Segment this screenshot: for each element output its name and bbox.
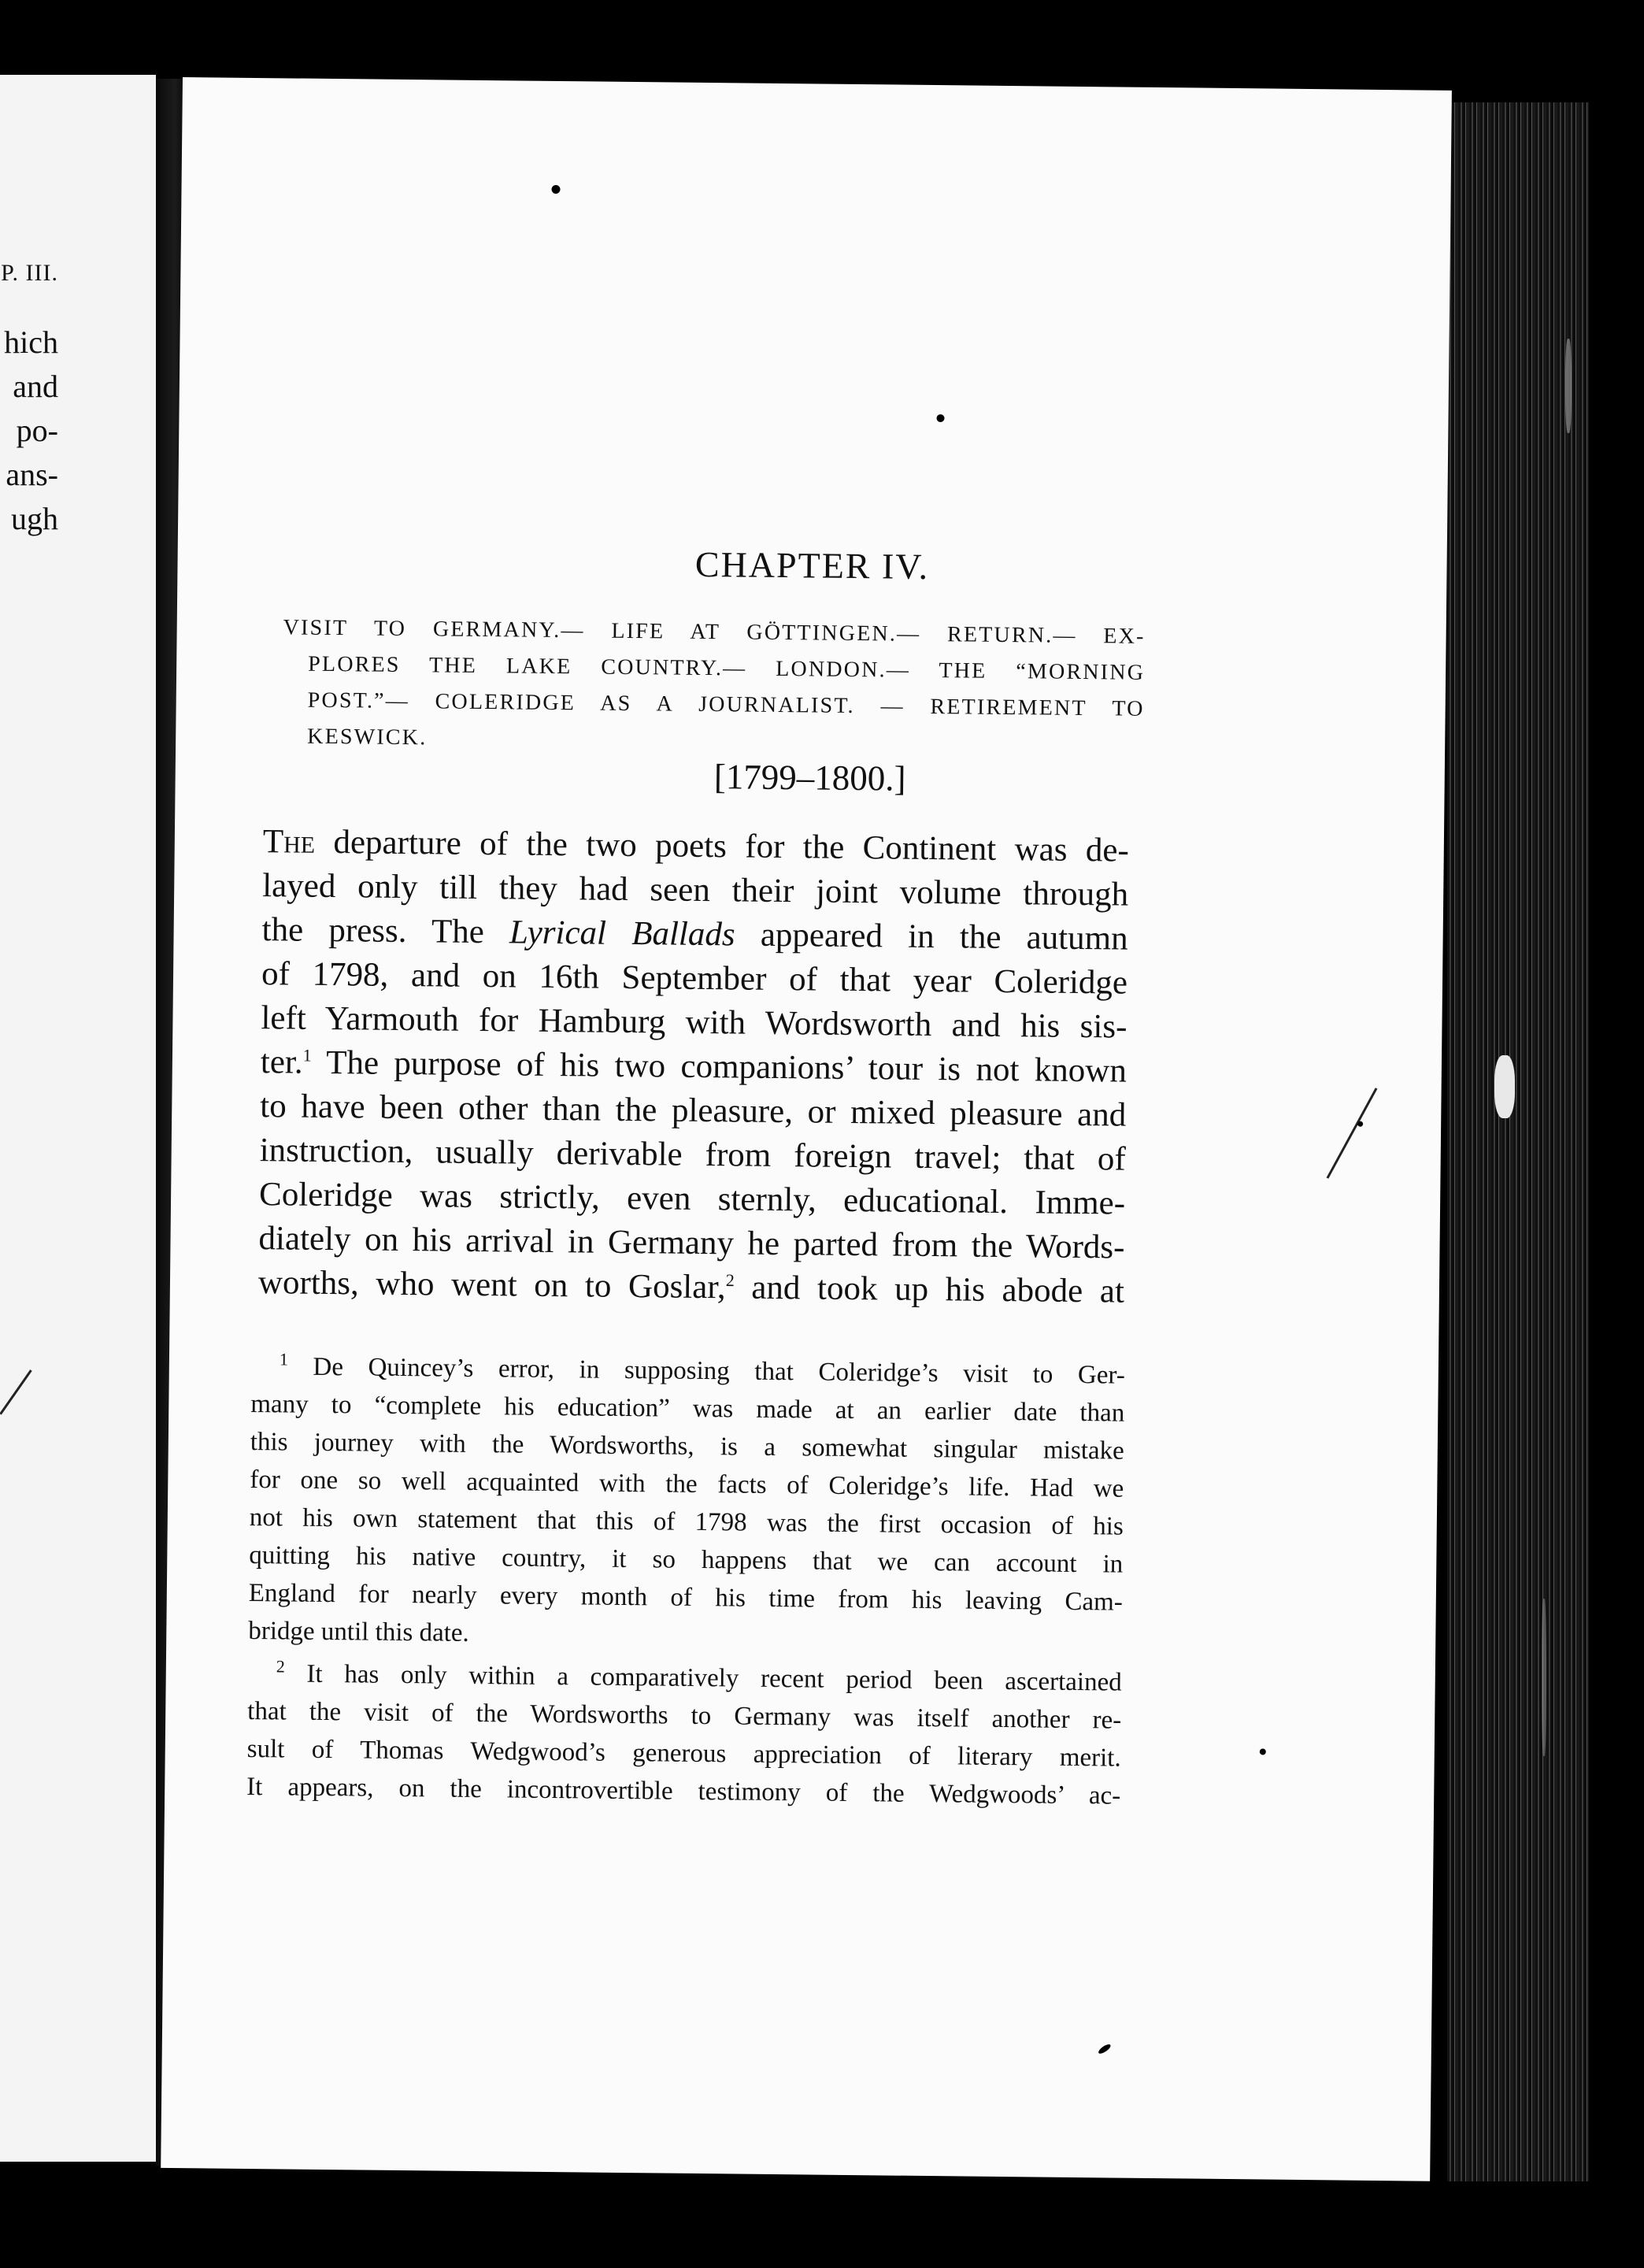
body-line: to have been other than the pleasure, or mixed pleasure and [260, 1088, 1127, 1134]
footnote-line: sult of Thomas Wedgwood’s generous appreciation of literary merit. [246, 1734, 1121, 1773]
left-page-fragment: ans- [6, 457, 58, 492]
footnote-line: this journey with the Wordsworths, is a somewhat singular mistake [250, 1427, 1124, 1466]
body-line: Coleridge was strictly, even sternly, educational. Imme- [258, 1176, 1126, 1222]
book-title-italic: Lyrical Ballads [509, 914, 735, 954]
left-page [0, 75, 156, 2162]
footnote-ref: 1 [302, 1045, 312, 1065]
footnote-marker: 2 [276, 1656, 286, 1677]
body-paragraph [258, 820, 1129, 1314]
footnote-line: that the visit of the Wordsworths to Germany was itself another re- [247, 1696, 1122, 1735]
body-line: ter.$^1$ The purpose of his two companions’ tour is not known [260, 1043, 1127, 1090]
footnote-line: many to “complete his education” was made at an earlier date than [250, 1389, 1125, 1428]
left-page-fragment: hich [4, 324, 58, 360]
body-line: The departure of the two poets for the Continent was de- [262, 823, 1130, 869]
left-page-header: P. III. [1, 260, 58, 286]
footnote-line: not his own statement that this of 1798 was the first occasion of his [249, 1503, 1124, 1541]
footnote-line: England for nearly every month of his time from his leaving Cam- [248, 1578, 1123, 1617]
chapter-title: CHAPTER IV. [694, 543, 930, 587]
body-line: instruction, usually derivable from foreign travel; that of [259, 1132, 1126, 1178]
body-line: of 1798, and on 16th September of that year Coleridge [261, 955, 1128, 1002]
footnote-marker: 1 [279, 1349, 289, 1369]
summary-line: VISIT TO GERMANY.— LIFE AT GÖTTINGEN.— RETURN.— EX- [283, 615, 1146, 649]
summary-line: POST.”— COLERIDGE AS A JOURNALIST. — RETIREMENT TO [307, 687, 1145, 721]
summary-line: PLORES THE LAKE COUNTRY.— LONDON.— THE “MORNING [308, 651, 1146, 685]
footnote-line: $^1$ De Quincey’s error, in supposing that Coleridge’s visit to Ger- [279, 1349, 1125, 1390]
body-line: diately on his arrival in Germany he parted from the Words- [258, 1220, 1125, 1266]
chapter-summary [282, 610, 1146, 763]
book-page [161, 77, 1452, 2181]
footnote-ref: 2 [725, 1269, 735, 1291]
left-page-fragment: po- [16, 413, 58, 448]
body-line: layed only till they had seen their joint volume through [262, 867, 1129, 914]
left-page-fragment: and [13, 369, 58, 404]
footnote-line: bridge until this date. [248, 1616, 469, 1647]
drop-word: The [262, 823, 316, 861]
body-line: worths, who went on to Goslar,$^2$ and took up his abode at [257, 1264, 1125, 1310]
body-line: left Yarmouth for Hamburg with Wordsworth and his sis- [261, 999, 1127, 1046]
summary-line: KESWICK. [307, 724, 428, 750]
footnote-line: $^2$ It has only within a comparatively recent period been ascertained [276, 1656, 1122, 1697]
chapter-dates: [1799–1800.] [713, 757, 906, 799]
footnote-line: It appears, on the incontrovertible testimony of the Wedgwoods’ ac- [246, 1772, 1121, 1810]
left-page-fragment: ugh [11, 501, 58, 536]
body-line: the press. The Lyrical Ballads appeared in the autumn [261, 911, 1128, 958]
footnote-line: quitting his native country, it so happens that we can account in [249, 1540, 1124, 1579]
footnotes [246, 1347, 1125, 1815]
footnote-line: for one so well acquainted with the facts of Coleridge’s life. Had we [250, 1465, 1124, 1503]
page-fore-edge [1447, 102, 1589, 2181]
